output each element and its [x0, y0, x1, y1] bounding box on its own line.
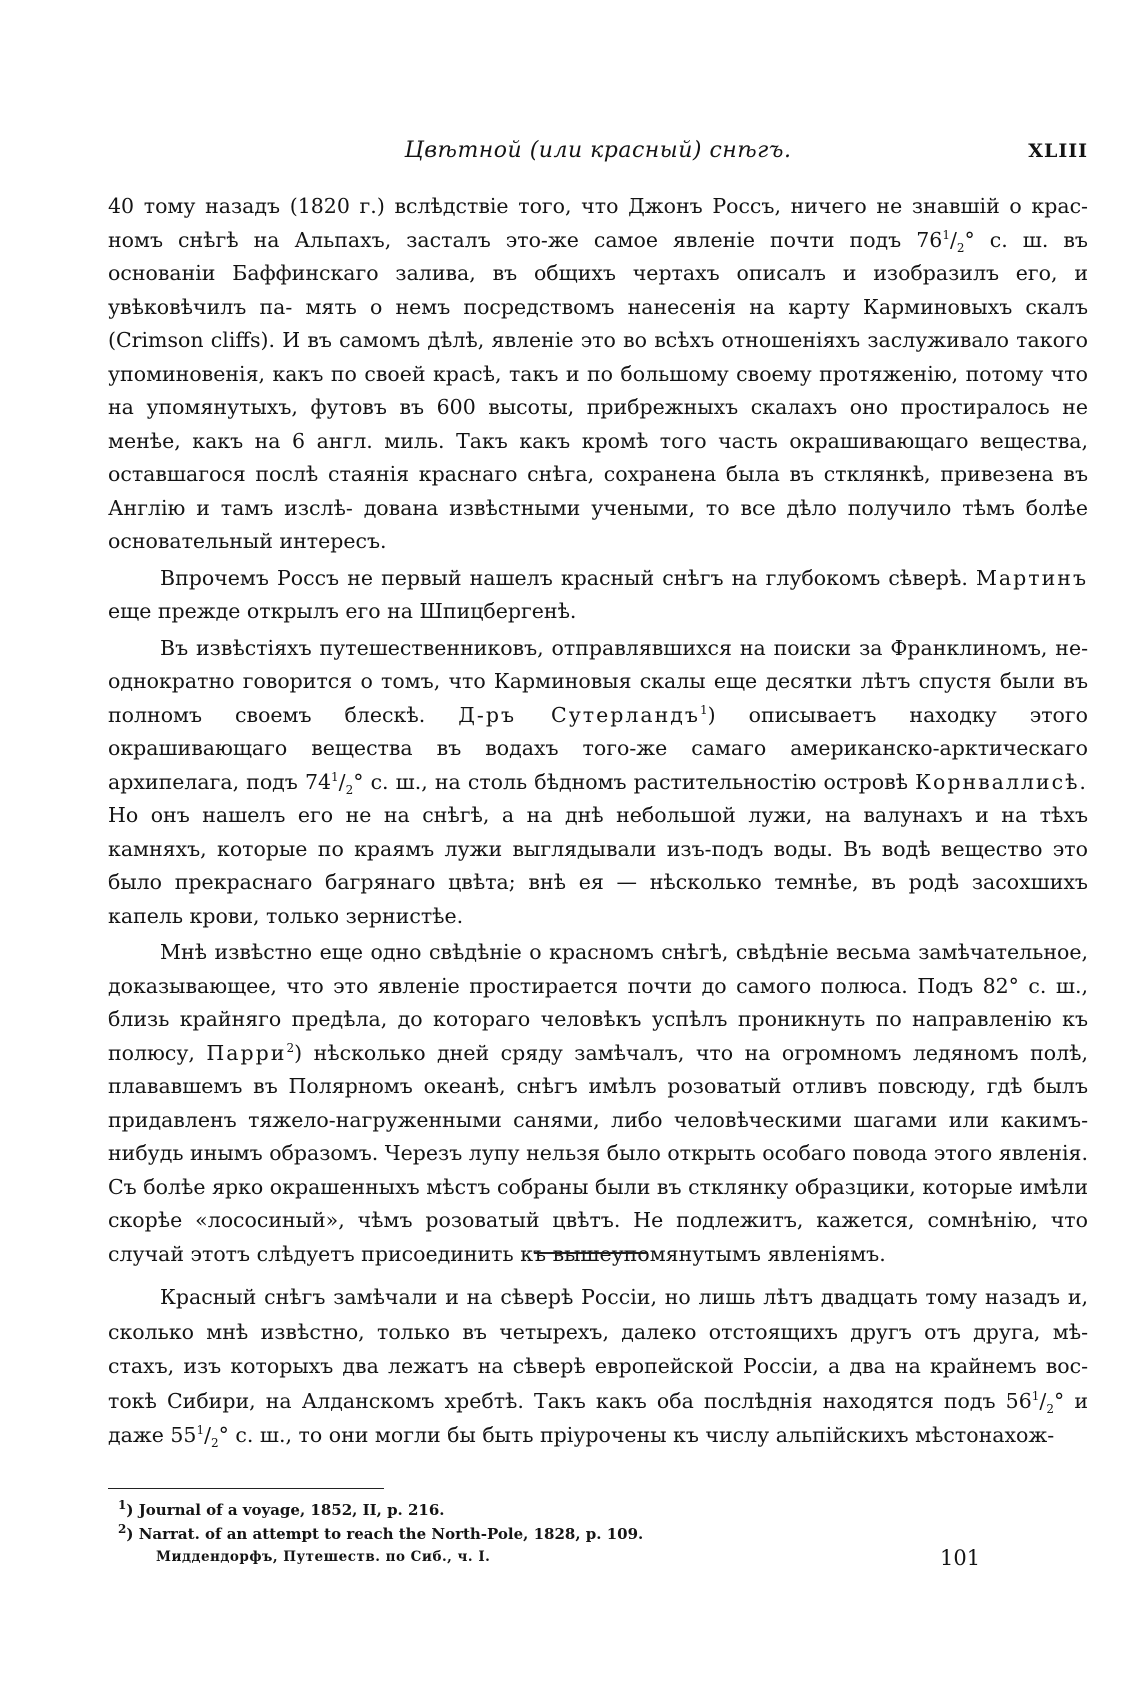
- page-number-roman: XLIII: [1028, 140, 1088, 162]
- paragraph-3: Въ извѣстіяхъ путешественниковъ, отправлявшихся на поиски за Франклиномъ, не- однократно говорится о томъ, что Карминовыя скалы еще десятки лѣтъ спустя были въ полномъ своемъ блескѣ. Д-ръ Сутерландъ$^1$) описываетъ находку этого окрашивающаго вещества въ водахъ того-же самаго американско-арктическаго архипелага, подъ $74^1/_2^\circ$ с. ш., на столь бѣдномъ растительностію островѣ Корнваллисѣ. Но онъ нашелъ его не на снѣгѣ, а на днѣ небольшой лужи, на валунахъ и на тѣхъ камняхъ, которые по краямъ лужи выглядывали изъ-подъ воды. Въ водѣ вещество это было прекраснаго багрянаго цвѣта; внѣ ея — нѣсколько темнѣе, въ родѣ засохшихъ капель крови, только зернистѣе.: [108, 635, 1088, 928]
- footnote-rule: [108, 1488, 384, 1489]
- signature-line: Миддендорфъ, Путешеств. по Сиб., ч. I.: [156, 1549, 491, 1565]
- paragraph-4: Мнѣ извѣстно еще одно свѣдѣніе о красномъ снѣгѣ, свѣдѣніе весьма замѣчательное, доказывающее, что это явленіе простирается почти до самого полюса. Подъ 82° с. ш., близь крайняго предѣла, до котораго человѣкъ успѣлъ проникнуть по направленію къ полюсу, Парри$^2$) нѣсколько дней сряду замѣчалъ, что на огромномъ ледяномъ полѣ, плававшемъ въ Полярномъ океанѣ, снѣгъ имѣлъ розоватый отливъ повсюду, гдѣ былъ придавленъ тяжело-нагруженными санями, либо человѣческими шагами или какимъ- нибудь инымъ образомъ. Черезъ лупу нельзя было открыть особаго повода этого явленія. Съ болѣе ярко окрашенныхъ мѣстъ собраны были въ стклянку образцики, которые имѣли скорѣе «лососиный», чѣмъ розоватый цвѣтъ. Не подлежитъ, кажется, сомнѣнію, что случай этотъ слѣдуетъ присоединить къ вышеупомянутымъ явленіямъ.: [108, 940, 1088, 1266]
- footnote-mark-2: 2: [286, 1040, 295, 1055]
- paragraph-1: 40 тому назадъ (1820 г.) вслѣдствіе того, что Джонъ Россъ, ничего не знавшій о крас- номъ снѣгѣ на Альпахъ, засталъ это-же самое явленіе почти подъ $76^1/_2^\circ$ с. ш. въ основаніи Баффинскаго залива, въ общихъ чертахъ описалъ и изобразилъ его, и увѣковѣчилъ па- мять о немъ посредствомъ нанесенія на карту Карминовыхъ скалъ (Crimson cliffs). И въ самомъ дѣлѣ, явленіе это во всѣхъ отношеніяхъ заслуживало такого упоминовенія, какъ по своей красѣ, такъ и по большому своему протяженію, потому что на упомянутыхъ, футовъ въ 600 высоты, прибрежныхъ скалахъ оно простиралось не менѣе, какъ на 6 англ. миль. Такъ какъ кромѣ того часть окрашивающаго вещества, оставшагося послѣ стаянія краснаго снѣга, сохранена была въ стклянкѣ, привезена въ Англію и тамъ изслѣ- дована извѣстными учеными, то все дѣло получило тѣмъ болѣе основательный интересъ.: [108, 194, 1088, 553]
- main-text: [108, 190, 1088, 1271]
- running-title: Цвѣтной (или красный) снѣгъ.: [404, 138, 792, 163]
- paragraph-2: Впрочемъ Россъ не первый нашелъ красный снѣгъ на глубокомъ сѣверѣ. Мартинъ еще прежде открылъ его на Шпицбергенѣ.: [108, 565, 1088, 623]
- section-separator: [534, 1252, 648, 1254]
- footnote-2: $^2$) Narrat. of an attempt to reach the North-Pole, 1828, p. 109.: [118, 1522, 644, 1543]
- footnote-1: $^1$) Journal of a voyage, 1852, II, p. 216.: [118, 1498, 445, 1519]
- page-number: 101: [940, 1546, 981, 1570]
- footnotes: [118, 1498, 818, 1546]
- running-head: [108, 138, 1088, 168]
- footnote-mark-1: 1: [699, 702, 708, 717]
- paragraph-5: Красный снѣгъ замѣчали и на сѣверѣ Россіи, но лишь лѣтъ двадцать тому назадъ и, сколько мнѣ извѣстно, только въ четырехъ, далеко отстоящихъ другъ отъ друга, мѣ- стахъ, изъ которыхъ два лежатъ на сѣверѣ европейской Россіи, а два на крайнемъ вос- токѣ Сибири, на Алданскомъ хребтѣ. Такъ какъ оба послѣднія находятся подъ $56^1/_2^\circ$ и даже $55^1/_2^\circ$ с. ш., то они могли бы быть пріурочены къ числу альпійскихъ мѣстонахож-: [108, 1285, 1088, 1451]
- main-text-2: [108, 1280, 1088, 1453]
